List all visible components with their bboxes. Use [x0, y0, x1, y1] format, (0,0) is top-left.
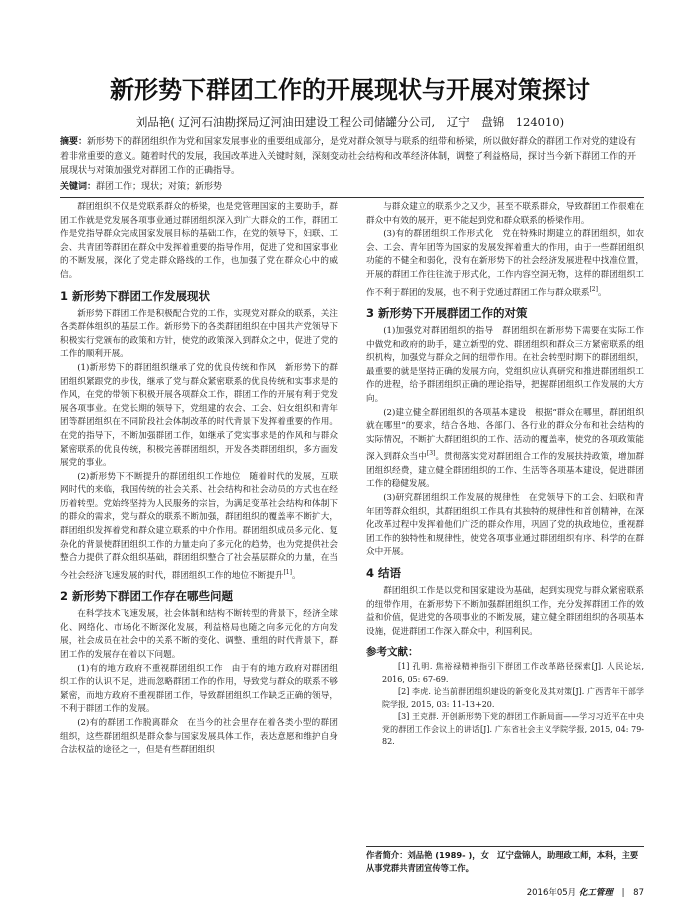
- footer-date: 2016年05月: [526, 888, 577, 898]
- paragraph: (1)加强党对群团组织的指导 群团组织在新形势下需要在实际工作中做党和政府的助手，建立新型的党、群团组织和群众三方紧密联系的组织机构，加强党与群众之间的纽带作用。在社会转型时期下的群团组织，最重要的就是坚持正确的发展方向，党组织应认真研究和推进群团组织工作的进程，给予群团组织正确的理论指导，把握群团组织工作发展的大方向。: [366, 326, 644, 404]
- section-heading-2: 2 新形势下群团工作存在哪些问题: [60, 589, 234, 604]
- reference-item: [2] 李虎. 论当前群团组织建设的新变化及其对策[J]. 广西青年干部学院学报, 2015, 03: 11-13+20.: [382, 687, 644, 709]
- citation-2: [2]: [589, 285, 598, 293]
- paragraph: (1)新形势下的群团组织继承了党的优良传统和作风 新形势下的群团组织紧跟党的步伐，继承了党与群众紧密联系的优良传统和实事求是的作风，在党的带领下积极开展各项群众工作，群团工作的开展有利于党发展各项事业。在党长期的领导下，党组建的农会、工会、妇女组织和青年团等群团组织在不同阶段社会体制改革的时代背景下发挥着重要的作用。在党的指导下，不断加强群团工作，如继承了党实事求是的作风和与群众紧密联系的优良传统，积极完善群团组织，开发各类群团组织，多方面发展党的事业。: [60, 362, 338, 469]
- section-heading-4: 4 结语: [366, 565, 402, 580]
- right-column: [366, 201, 644, 841]
- paragraph: 群团组织不仅是党联系群众的桥梁，也是党管理国家的主要助手，群团工作就是党发展各项事业通过群团组织深入到广大群众的工作，群团工作是党指导群众完成国家发展目标的基础工作，在党的领导下，妇联、工会、共青团等群团在群众中发挥着重要的指导作用，促进了党和国家事业的不断发展，深化了党走群众路线的工作，也加强了党在群众心中的威信。: [60, 202, 338, 280]
- keywords-label: 关键词：: [60, 182, 97, 192]
- paragraph-text: (2)新形势下不断提升的群团组织工作地位 随着时代的发展，互联网时代的来临，我国传统的社会关系、社会结构和社会动员的方式也在经历着转型。党始终坚持为人民服务的宗旨，为满足变革社会结构和体制下的群众的需求，党与群众的联系不断加强，群团组织的覆盖率不断扩大，群团组织发挥着党和群众建立联系的中介作用。群团组织成员多元化、复杂化的背景使群团组织工作的力量走向了多元化的趋势，也为党提供社会整合力提供了群众组织基础，群团组织整合了社会基层群众的力量，在当今社会经济飞速发展的时代，群团组织工作的地位不断提升: [60, 471, 338, 581]
- keywords-text: 群团工作；现状；对策；新形势: [96, 182, 223, 192]
- reference-item: [3] 王克群. 开创新形势下党的群团工作新局面——学习习近平在中央党的群团工作会议上的讲话[J]. 广东省社会主义学院学报, 2015, 04: 79-82.: [382, 712, 644, 747]
- abstract-text: 新形势下的群团组织作为党和国家发展事业的重要组成部分，是党对群众领导与联系的纽带和桥梁，所以做好群众的群团工作对党的建设有着非常重要的意义。随着时代的发展，我国改革进入关键时刻，深刻变动社会结构和改革经济体制，调整了利益格局，探讨当今新下群团工作的开展现状与对策加强党对群团工作的正确指导。: [60, 137, 637, 176]
- paragraph: 群团组织工作是以党和国家建设为基础，起到实现党与群众紧密联系的纽带作用，在新形势下不断加强群团组织工作，充分发挥群团工作的效益和价值，促进党的各项事业的不断发展，建立健全群团组织的各项基本设施，促进群团工作深入群众中，利国利民。: [366, 585, 644, 637]
- paragraph: 新形势下群团工作是积极配合党的工作，实现党对群众的联系，关注各类群体组织的基层工作。新形势下的各类群团组织在中国共产党领导下积极实行党颁布的政策和方针，使党的政策深入到群众之中，促进了党的工作的顺利开展。: [60, 308, 338, 360]
- footer-separator: |: [621, 888, 625, 898]
- paragraph-text: (2)建立健全群团组织的各项基本建设 根据“群众在哪里，群团组织就在哪里”的要求，结合各地、各部门、各行业的群众分布和社会结构的实际情况，不断扩大群团组织的工作、活动的覆盖率，使党的各项政策能深入到群众当中: [366, 407, 644, 463]
- paragraph: (3)研究群团组织工作发展的规律性 在党领导下的工会、妇联和青年团等群众组织，其群团组织工作具有其独特的规律性和首创精神，在深化改革过程中发挥着他们广泛的群众作用，巩固了党的执政地位，重视群团工作的独特性和规律性，使党各项事业通过群团组织有序、科学的在群众中开展。: [366, 493, 644, 558]
- reference-item: [1] 孔明. 焦裕禄精神指引下群团工作改革路径探索[J]. 人民论坛, 2016, 05: 67-69.: [382, 662, 644, 684]
- paragraph: 在科学技术飞速发展，社会体制和结构不断转型的背景下，经济全球化、网络化、市场化不断深化发展，利益格局也随之向多元化的方向发展，社会成员在社会中的关系不断的变化、调整、重组的时代背景下，群团工作的发展存在着以下问题。: [60, 609, 338, 661]
- paragraph: [60, 471, 338, 584]
- author-bio: 作者简介：刘品艳 (1989- )，女 辽宁盘锦人，助理政工师，本科，主要从事党群共青团宣传等工作。: [366, 850, 639, 873]
- author-line: 刘品艳( 辽河石油勘探局辽河油田建设工程公司储罐分公司, 辽宁 盘锦 124010): [135, 115, 565, 129]
- references-heading: 参考文献：: [366, 646, 419, 659]
- paragraph: [366, 228, 644, 300]
- abstract-label: 摘要：: [60, 137, 88, 147]
- left-column: [60, 201, 338, 881]
- journal-name: 化工管理: [578, 888, 613, 898]
- paragraph-end: 。: [597, 287, 607, 298]
- paragraph: 与群众建立的联系少之又少，甚至不联系群众，导致群团工作很难在群众中有效的展开，更不能起到党和群众联系的桥梁作用。: [366, 202, 644, 226]
- paragraph: (1)有的地方政府不重视群团组织工作 由于有的地方政府对群团组织工作的认识不足，进而忽略群团工作的作用，导致党与群众的联系不够紧密，而地方政府不重视群团工作，导致群团组织工作缺乏正确的领导，不利于群团工作的发展。: [60, 663, 338, 715]
- article-title: 新形势下群团工作的开展现状与开展对策探讨: [110, 76, 590, 104]
- paragraph-end: 。: [291, 570, 301, 581]
- section-heading-3: 3 新形势下开展群团工作的对策: [366, 306, 528, 321]
- paragraph: [366, 407, 644, 492]
- bio-divider: [366, 846, 644, 847]
- citation-3: [3]: [426, 450, 436, 458]
- header-divider: [60, 197, 644, 198]
- paragraph-text: (3)有的群团组织工作形式化 党在特殊时期建立的群团组织，如农会、工会、青年团等为国家的发展发挥着重大的作用，由于一些群团组织功能的不健全和弱化，没有在新形势下的社会经济发展进程中找准位置，开展的群团工作往往流于形式化，工作内容空洞无物，这样的群团组织工作不利于群团的发展，也不利于党通过群团工作与群众联系: [366, 229, 644, 298]
- citation-1: [1]: [283, 568, 292, 576]
- paragraph-end: 。贯彻落实党对群团组合工作的发展扶持政策，增加群团组织经费，建立健全群团组织的工作、生活等各项基本建设，促进群团工作的稳健发展。: [366, 452, 644, 490]
- section-heading-1: 1 新形势下群团工作发展现状: [60, 288, 211, 303]
- paragraph: (2)有的群团工作脱离群众 在当今的社会里存在着各类小型的群团组织，这些群团组织是群众参与国家发展具体工作，表达意愿和维护自身合法权益的途径之一，但是有些群团组织: [60, 718, 338, 756]
- abstract: [60, 135, 644, 179]
- page-footer: [527, 886, 644, 898]
- page-number: 87: [633, 888, 644, 898]
- keywords: [60, 180, 644, 194]
